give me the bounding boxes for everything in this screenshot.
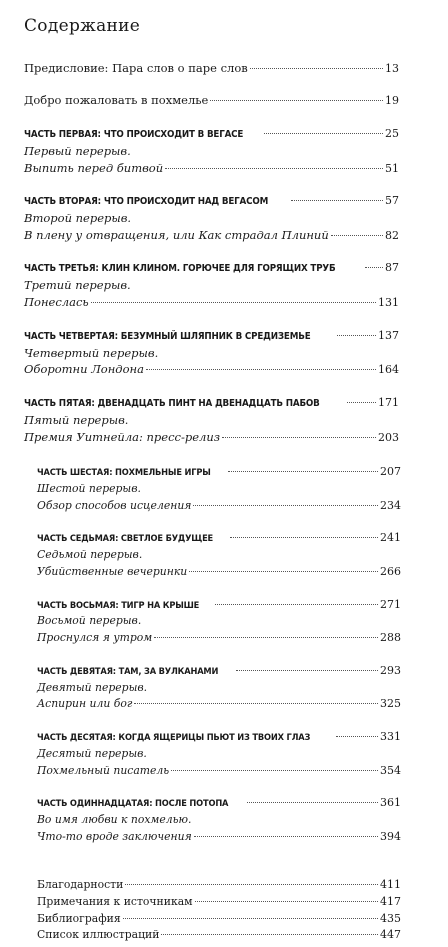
toc-entry-break-10[interactable] <box>37 747 401 763</box>
page-number: 203 <box>378 431 399 444</box>
dot-leader <box>365 267 383 268</box>
entry-title: ЧАСТЬ ШЕСТАЯ: ПОХМЕЛЬНЫЕ ИГРЫ <box>37 468 211 478</box>
entry-title: Выпить перед битвой <box>24 161 164 175</box>
toc-entry-chapter[interactable] <box>37 830 401 846</box>
entry-title: ЧАСТЬ ВОСЬМАЯ: ТИГР НА КРЫШЕ <box>37 601 200 611</box>
entry-title: Проснулся я утром <box>37 631 153 644</box>
entry-title: В плену у отвращения, или Как страдал Плиний <box>24 228 329 242</box>
toc-entry-chapter[interactable] <box>37 631 401 647</box>
toc-entry-break-7[interactable] <box>37 548 401 564</box>
toc-entry-acknowledgments[interactable] <box>37 878 401 894</box>
page-number: 234 <box>380 499 401 512</box>
entry-title: Понеслась <box>24 295 89 309</box>
toc-entry-chapter[interactable] <box>37 499 401 515</box>
entry-title: ЧАСТЬ ПЯТАЯ: ДВЕНАДЦАТЬ ПИНТ НА ДВЕНАДЦАТЬ ПАБОВ <box>24 398 320 409</box>
entry-title: Добро пожаловать в похмелье <box>24 93 209 107</box>
page-number: 87 <box>385 261 399 274</box>
entry-title: ЧАСТЬ ОДИННАДЦАТАЯ: ПОСЛЕ ПОТОПА <box>37 799 229 809</box>
entry-title: Что-то вроде заключения <box>37 830 192 843</box>
page-number: 171 <box>378 396 399 409</box>
toc-entry-break-5[interactable] <box>24 413 399 429</box>
toc-title: Содержание <box>24 16 141 36</box>
dot-leader <box>154 637 378 638</box>
dot-leader <box>91 302 376 303</box>
page-number: 435 <box>380 912 401 925</box>
page-number: 19 <box>385 94 399 107</box>
toc-entry-break-1[interactable] <box>24 144 399 160</box>
entry-title: Примечания к источникам <box>37 895 193 908</box>
toc-entry-chapter[interactable] <box>24 161 399 177</box>
entry-title: Премия Уитнейла: пресс-релиз <box>24 430 221 444</box>
dot-leader <box>228 471 378 472</box>
dot-leader <box>189 571 378 572</box>
entry-title: Третий перерыв. <box>24 278 131 292</box>
entry-title: Убийственные вечеринки <box>37 565 188 578</box>
toc-entry-break-9[interactable] <box>37 681 401 697</box>
entry-title: Во имя любви к похмелью. <box>37 813 192 826</box>
toc-entry-source-notes[interactable] <box>37 895 401 911</box>
entry-title: ЧАСТЬ СЕДЬМАЯ: СВЕТЛОЕ БУДУЩЕЕ <box>37 534 214 544</box>
toc-entry-part-3[interactable] <box>24 261 399 277</box>
toc-entry-chapter[interactable] <box>24 362 399 378</box>
toc-entry-part-6[interactable] <box>37 465 401 481</box>
page-number: 13 <box>385 62 399 75</box>
page-number: 293 <box>380 664 401 677</box>
toc-entry-part-2[interactable] <box>24 194 399 210</box>
entry-title: Аспирин или бог <box>37 697 133 710</box>
toc-entry-break-6[interactable] <box>37 482 401 498</box>
toc-entry-illustrations[interactable] <box>37 928 401 944</box>
toc-entry-chapter[interactable] <box>37 565 401 581</box>
page-number: 331 <box>380 730 401 743</box>
toc-entry-chapter[interactable] <box>24 430 399 446</box>
dot-leader <box>250 68 383 69</box>
toc-entry-chapter[interactable] <box>24 228 399 244</box>
dot-leader <box>215 604 378 605</box>
entry-title: Благодарности <box>37 878 124 891</box>
toc-entry-part-5[interactable] <box>24 396 399 412</box>
dot-leader <box>236 670 378 671</box>
entry-title: ЧАСТЬ ДЕВЯТАЯ: ТАМ, ЗА ВУЛКАНАМИ <box>37 667 219 677</box>
page-number: 288 <box>380 631 401 644</box>
dot-leader <box>347 402 376 403</box>
dot-leader <box>195 901 378 902</box>
toc-entry-part-8[interactable] <box>37 598 401 614</box>
entry-title: Первый перерыв. <box>24 144 131 158</box>
page-number: 51 <box>385 162 399 175</box>
entry-title: Предисловие: Пара слов о паре слов <box>24 61 248 75</box>
dot-leader <box>336 736 378 737</box>
dot-leader <box>193 505 378 506</box>
entry-title: Десятый перерыв. <box>37 747 147 760</box>
toc-entry-break-8[interactable] <box>37 614 401 630</box>
entry-title: Оборотни Лондона <box>24 362 144 376</box>
page-number: 394 <box>380 830 401 843</box>
page-number: 271 <box>380 598 401 611</box>
entry-title: ЧАСТЬ ЧЕТВЕРТАЯ: БЕЗУМНЫЙ ШЛЯПНИК В СРЕДИЗЕМЬЕ <box>24 331 311 342</box>
entry-title: Четвертый перерыв. <box>24 346 159 360</box>
entry-title: ЧАСТЬ ПЕРВАЯ: ЧТО ПРОИСХОДИТ В ВЕГАСЕ <box>24 129 244 140</box>
page-number: 137 <box>378 329 399 342</box>
page-number: 447 <box>380 928 401 941</box>
toc-entry-part-10[interactable] <box>37 730 401 746</box>
dot-leader <box>222 437 376 438</box>
toc-entry-break-11[interactable] <box>37 813 401 829</box>
dot-leader <box>230 537 378 538</box>
entry-title: Список иллюстраций <box>37 928 160 941</box>
toc-entry-part-4[interactable] <box>24 329 399 345</box>
page-number: 325 <box>380 697 401 710</box>
dot-leader <box>161 934 378 935</box>
page-number: 411 <box>380 878 401 891</box>
entry-title: Второй перерыв. <box>24 211 132 225</box>
entry-title: Восьмой перерыв. <box>37 614 142 627</box>
page-number: 266 <box>380 565 401 578</box>
toc-entry-preface[interactable] <box>24 61 399 77</box>
page-number: 131 <box>378 296 399 309</box>
dot-leader <box>194 836 378 837</box>
toc-entry-chapter[interactable] <box>37 697 401 713</box>
entry-title: Обзор способов исцеления <box>37 499 192 512</box>
toc-entry-break-4[interactable] <box>24 346 399 362</box>
dot-leader <box>337 335 376 336</box>
toc-entry-break-2[interactable] <box>24 211 399 227</box>
dot-leader <box>165 168 383 169</box>
dot-leader <box>134 703 378 704</box>
dot-leader <box>210 100 383 101</box>
page-number: 25 <box>385 127 399 140</box>
entry-title: Девятый перерыв. <box>37 681 148 694</box>
entry-title: Библиография <box>37 912 121 925</box>
dot-leader <box>146 369 376 370</box>
page-number: 354 <box>380 764 401 777</box>
toc-entry-part-9[interactable] <box>37 664 401 680</box>
page-number: 57 <box>385 194 399 207</box>
dot-leader <box>331 235 383 236</box>
page-number: 164 <box>378 363 399 376</box>
dot-leader <box>291 200 383 201</box>
entry-title: Пятый перерыв. <box>24 413 129 427</box>
toc-entry-chapter[interactable] <box>37 764 401 780</box>
toc-entry-bibliography[interactable] <box>37 912 401 928</box>
toc-entry-welcome[interactable] <box>24 93 399 109</box>
entry-title: Седьмой перерыв. <box>37 548 143 561</box>
toc-entry-break-3[interactable] <box>24 278 399 294</box>
dot-leader <box>171 770 378 771</box>
toc-entry-chapter[interactable] <box>24 295 399 311</box>
entry-title: ЧАСТЬ ВТОРАЯ: ЧТО ПРОИСХОДИТ НАД ВЕГАСОМ <box>24 196 269 207</box>
toc-entry-part-11[interactable] <box>37 796 401 812</box>
dot-leader <box>264 133 383 134</box>
toc-entry-part-7[interactable] <box>37 531 401 547</box>
toc-entry-part-1[interactable] <box>24 127 399 143</box>
page-number: 82 <box>385 229 399 242</box>
page-number: 417 <box>380 895 401 908</box>
dot-leader <box>123 918 378 919</box>
entry-title: Шестой перерыв. <box>37 482 141 495</box>
page-number: 207 <box>380 465 401 478</box>
entry-title: ЧАСТЬ ТРЕТЬЯ: КЛИН КЛИНОМ. ГОРЮЧЕЕ ДЛЯ ГОРЯЩИХ ТРУБ <box>24 263 336 274</box>
entry-title: Похмельный писатель <box>37 764 170 777</box>
page-number: 361 <box>380 796 401 809</box>
dot-leader <box>125 884 378 885</box>
entry-title: ЧАСТЬ ДЕСЯТАЯ: КОГДА ЯЩЕРИЦЫ ПЬЮТ ИЗ ТВОИХ ГЛАЗ <box>37 733 311 743</box>
page-number: 241 <box>380 531 401 544</box>
dot-leader <box>247 802 378 803</box>
